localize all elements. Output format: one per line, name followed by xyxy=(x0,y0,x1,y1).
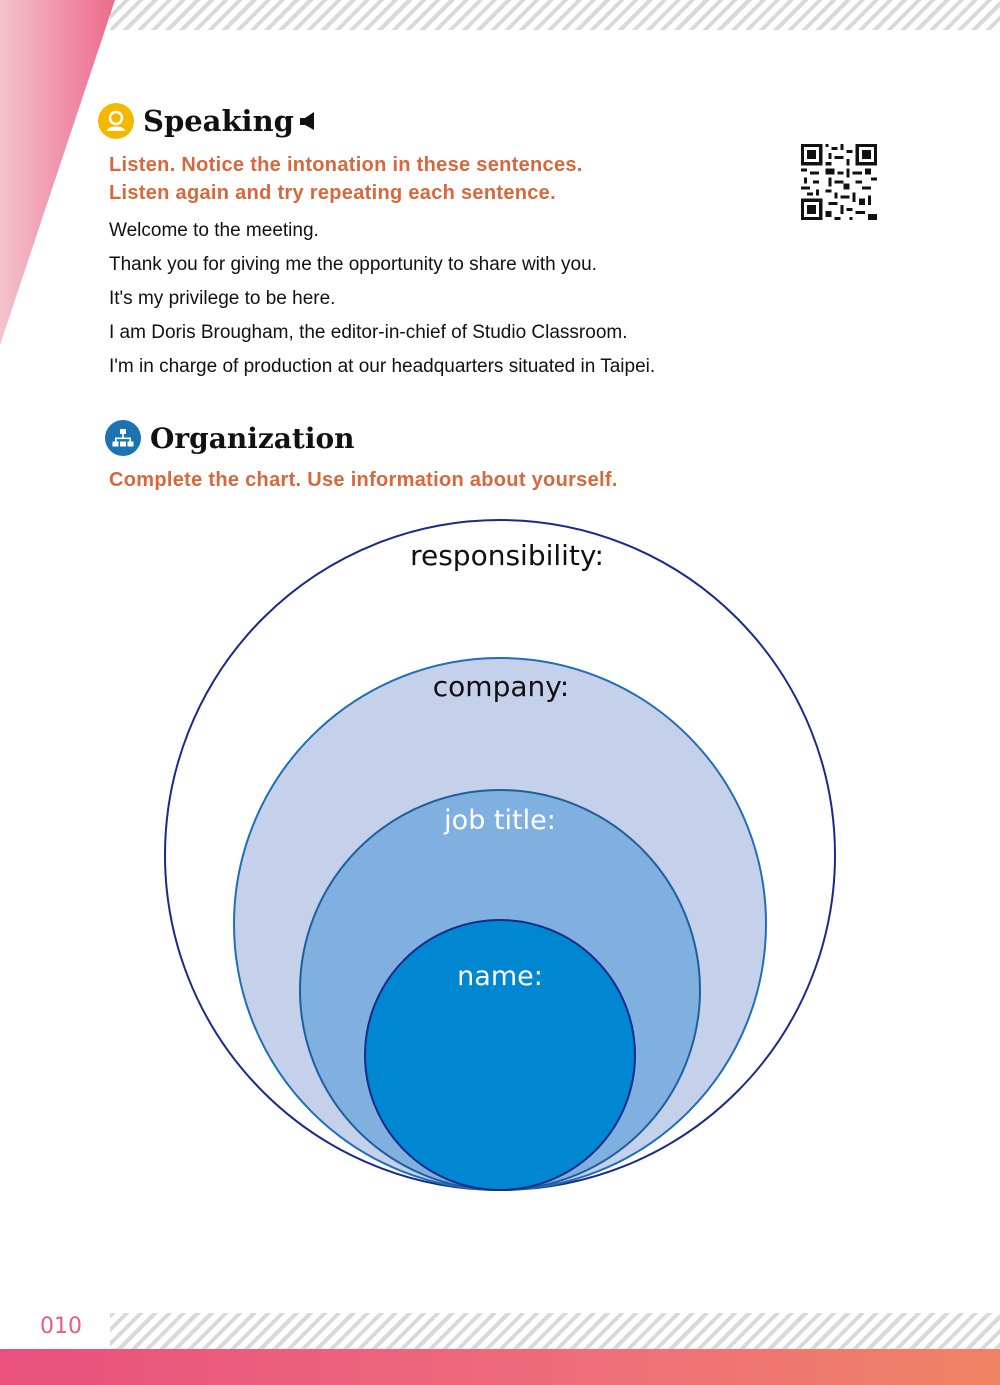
responsibility-label: responsibility: xyxy=(410,539,604,572)
organization-title: Organization xyxy=(150,421,355,455)
sentence-item: It's my privilege to be here. xyxy=(109,288,336,309)
sentence-item: I'm in charge of production at our headquarters situated in Taipei. xyxy=(109,356,656,377)
speaking-instruction-2: Listen again and try repeating each sentence. xyxy=(109,182,556,204)
name-label: name: xyxy=(457,961,543,992)
speaking-title: Speaking xyxy=(143,104,294,138)
sentence-item: Welcome to the meeting. xyxy=(109,220,319,241)
speaking-instruction-1: Listen. Notice the intonation in these sentences. xyxy=(109,154,583,176)
job-title-label: job title: xyxy=(444,805,556,836)
bottom-pink-band xyxy=(0,1349,1000,1385)
sentence-item: I am Doris Brougham, the editor-in-chief of Studio Classroom. xyxy=(109,322,628,343)
sentence-item: Thank you for giving me the opportunity to share with you. xyxy=(109,254,597,275)
company-label: company: xyxy=(432,670,570,703)
organization-instruction: Complete the chart. Use information about yourself. xyxy=(109,469,618,491)
page-number: 010 xyxy=(40,1314,82,1339)
bottom-stripe-band xyxy=(110,1313,1000,1349)
